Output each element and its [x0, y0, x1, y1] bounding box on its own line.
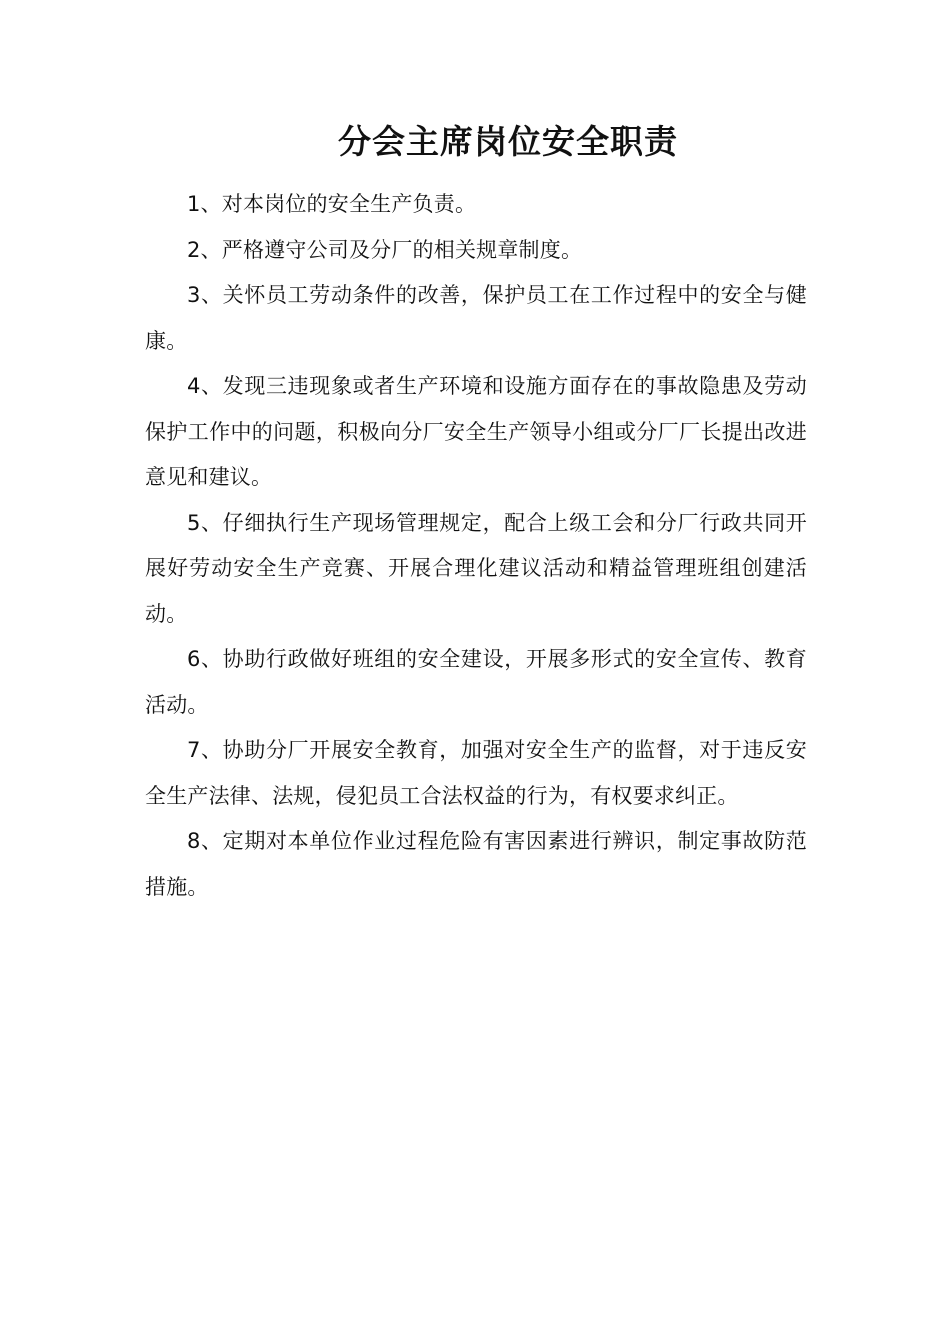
duty-item-2: 2、严格遵守公司及分厂的相关规章制度。 — [187, 237, 583, 262]
duty-item-4: 4、发现三违现象或者生产环境和设施方面存在的事故隐患及劳动保护工作中的问题，积极向分厂安全生产领导小组或分厂厂长提出改进意见和建议。 — [145, 374, 807, 489]
duty-item-6: 6、协助行政做好班组的安全建设，开展多形式的安全宣传、教育活动。 — [145, 647, 807, 717]
document-body — [145, 182, 807, 910]
duty-item-7: 7、协助分厂开展安全教育，加强对安全生产的监督，对于违反安全生产法律、法规，侵犯员工合法权益的行为，有权要求纠正。 — [145, 738, 807, 808]
duty-item-8: 8、定期对本单位作业过程危险有害因素进行辨识，制定事故防范措施。 — [145, 829, 807, 899]
duty-item-5: 5、仔细执行生产现场管理规定，配合上级工会和分厂行政共同开展好劳动安全生产竞赛、开展合理化建议活动和精益管理班组创建活动。 — [145, 510, 807, 626]
duty-item-1: 1、对本岗位的安全生产负责。 — [187, 192, 477, 216]
duty-item-3: 3、关怀员工劳动条件的改善，保护员工在工作过程中的安全与健康。 — [145, 283, 807, 353]
document-title: 分会主席岗位安全职责 — [338, 122, 678, 161]
